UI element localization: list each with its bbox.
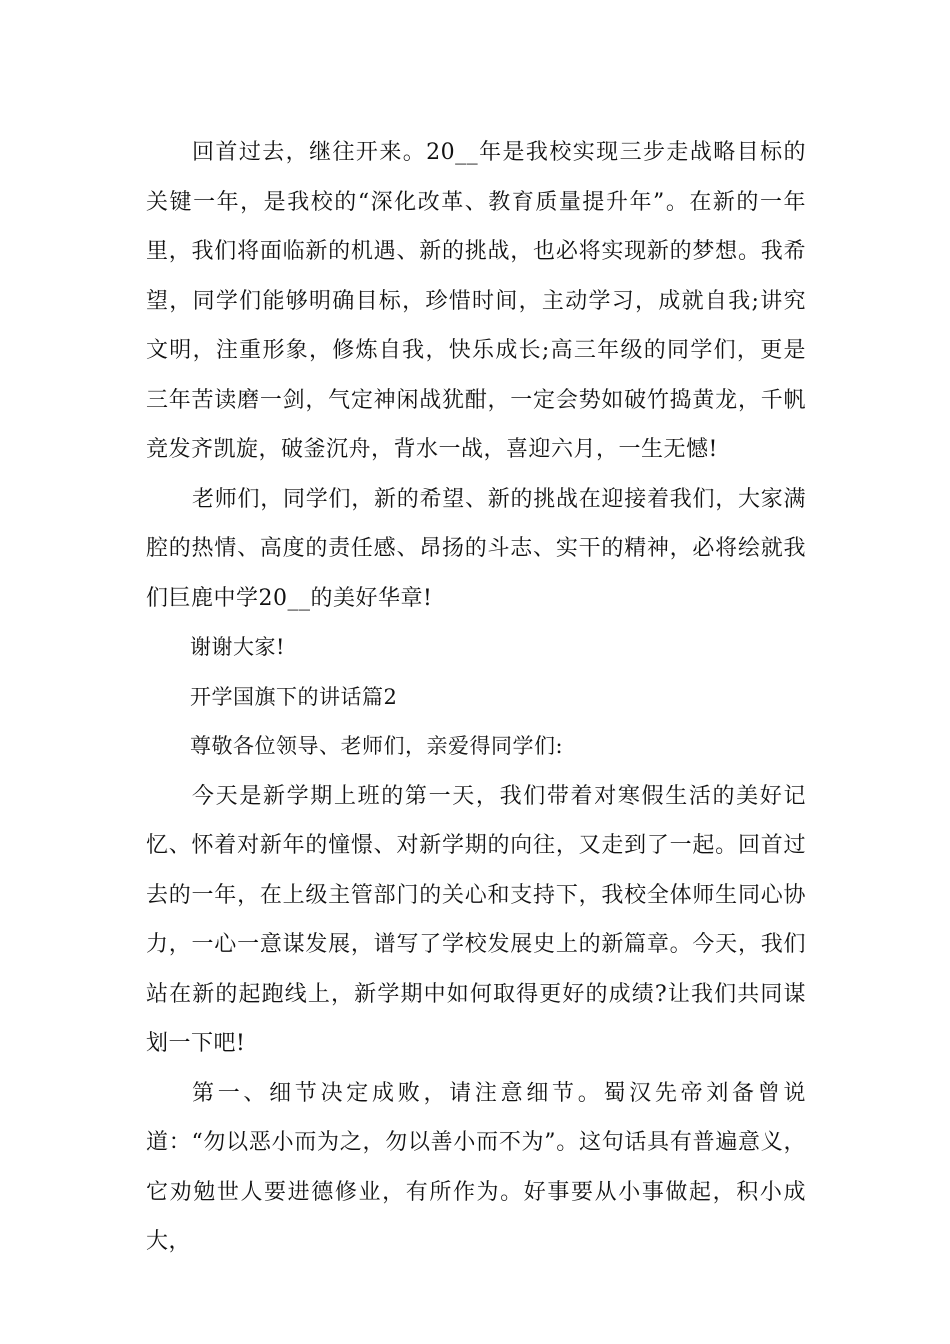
salutation: 尊敬各位领导、老师们，亲爱得同学们: <box>190 734 564 758</box>
paragraph-thanks: 谢谢大家! <box>190 635 285 659</box>
section-heading: 开学国旗下的讲话篇2 <box>190 684 398 709</box>
paragraph-first-day: 今天是新学期上班的第一天，我们带着对寒假生活的美好记忆、怀着对新年的憧憬、对新学期的向往，又走到了一起。回首过去的一年，在上级主管部门的关心和支持下，我校全体师生同心协力，一心一意谋发展，谱写了学校发展史上的新篇章。今天，我们站在新的起跑线上，新学期中如何取得更好的成绩?让我们共同谋划一下吧! <box>146 783 806 1056</box>
paragraph-looking-back: 回首过去，继往开来。20__年是我校实现三步走战略目标的关键一年，是我校的“深化改革、教育质量提升年”。在新的一年里，我们将面临新的机遇、新的挑战，也必将实现新的梦想。我希望，同学们能够明确目标，珍惜时间，主动学习，成就自我;讲究文明，注重形象，修炼自我，快乐成长;高三年级的同学们，更是三年苦读磨一剑，气定神闲战犹酣，一定会势如破竹捣黄龙，千帆竞发齐凯旋，破釜沉舟，背水一战，喜迎六月，一生无憾! <box>146 140 806 462</box>
paragraph-details-matter: 第一、细节决定成败，请注意细节。蜀汉先帝刘备曾说道：“勿以恶小而为之，勿以善小而不为”。这句话具有普遍意义，它劝勉世人要进德修业，有所作为。好事要从小事做起，积小成大， <box>146 1080 806 1254</box>
paragraph-new-hopes: 老师们，同学们，新的希望、新的挑战在迎接着我们，大家满腔的热情、高度的责任感、昂扬的斗志、实干的精神，必将绘就我们巨鹿中学20__的美好华章! <box>146 486 806 611</box>
document-body <box>146 128 806 1267</box>
